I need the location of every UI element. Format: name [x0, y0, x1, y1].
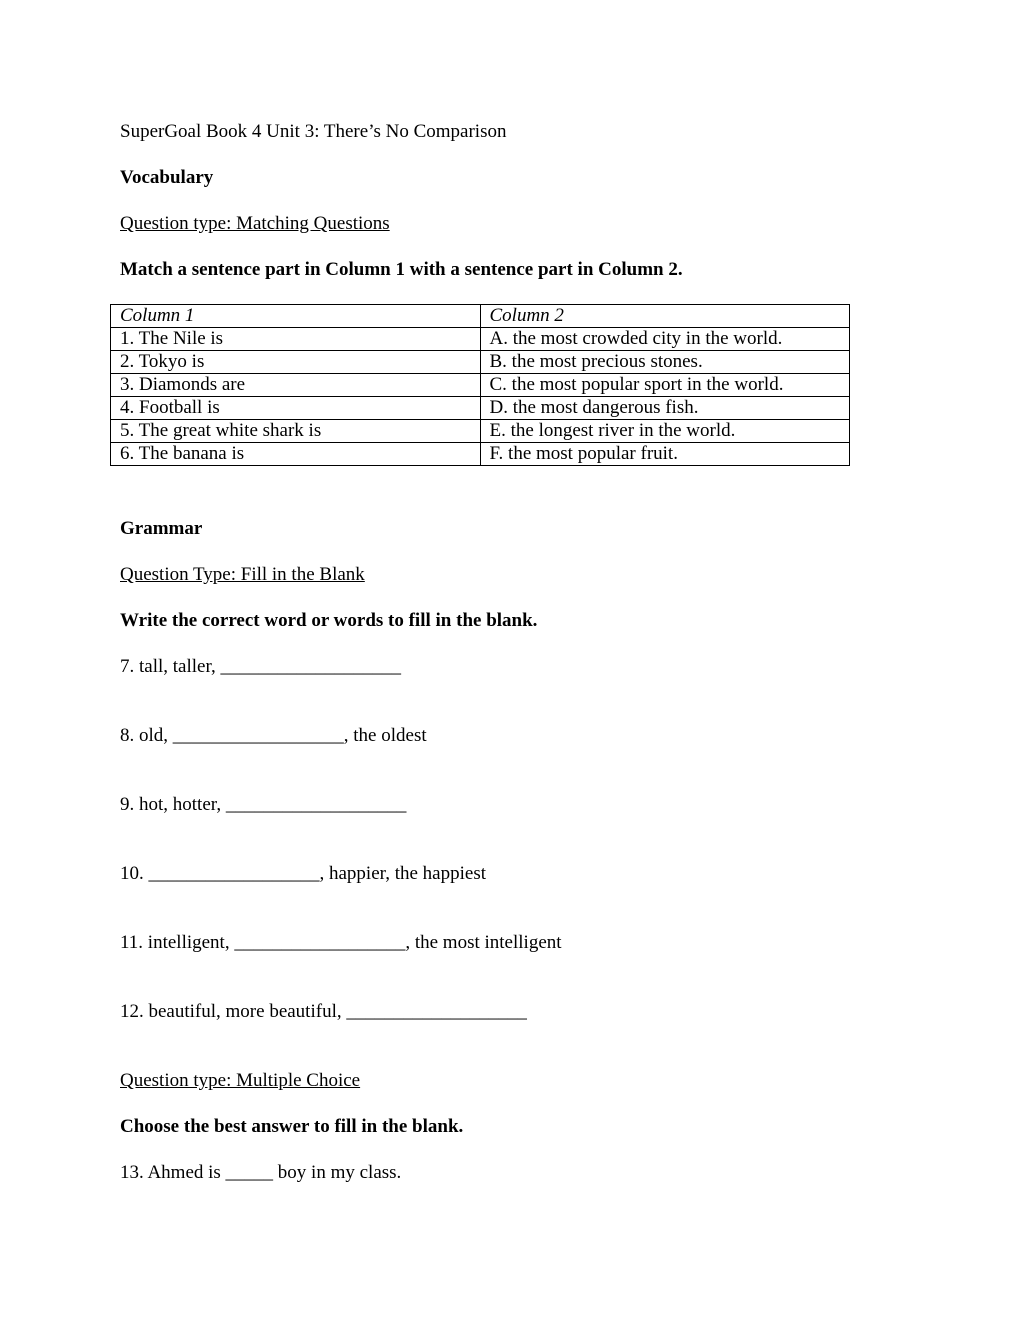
vocabulary-heading: Vocabulary	[120, 167, 214, 188]
table-row	[111, 420, 850, 443]
table-header-row	[111, 305, 850, 328]
column-1-header: Column 1	[111, 305, 481, 328]
multiple-choice-instruction: Choose the best answer to fill in the blank.	[120, 1116, 464, 1137]
table-row	[111, 374, 850, 397]
column-2-cell: B. the most precious stones.	[480, 351, 850, 374]
question-7: 7. tall, taller, ___________________	[120, 656, 402, 677]
table-row	[111, 328, 850, 351]
question-10: 10. __________________, happier, the happiest	[120, 863, 486, 884]
question-11: 11. intelligent, __________________, the most intelligent	[120, 932, 562, 953]
column-1-cell: 2. Tokyo is	[111, 351, 481, 374]
table-row	[111, 351, 850, 374]
column-1-cell: 6. The banana is	[111, 443, 481, 466]
column-1-cell: 4. Football is	[111, 397, 481, 420]
fill-blank-instruction: Write the correct word or words to fill in the blank.	[120, 610, 538, 631]
table-row	[111, 397, 850, 420]
column-1-cell: 3. Diamonds are	[111, 374, 481, 397]
column-2-cell: A. the most crowded city in the world.	[480, 328, 850, 351]
vocabulary-question-type: Question type: Matching Questions	[120, 213, 390, 234]
table-row	[111, 443, 850, 466]
document-title: SuperGoal Book 4 Unit 3: There’s No Comparison	[120, 121, 507, 142]
column-2-cell: E. the longest river in the world.	[480, 420, 850, 443]
column-2-header: Column 2	[480, 305, 850, 328]
column-1-cell: 1. The Nile is	[111, 328, 481, 351]
column-2-cell: D. the most dangerous fish.	[480, 397, 850, 420]
vocabulary-instruction: Match a sentence part in Column 1 with a sentence part in Column 2.	[120, 259, 683, 280]
question-8: 8. old, __________________, the oldest	[120, 725, 427, 746]
column-1-cell: 5. The great white shark is	[111, 420, 481, 443]
column-2-cell: F. the most popular fruit.	[480, 443, 850, 466]
question-13: 13. Ahmed is _____ boy in my class.	[120, 1162, 402, 1183]
grammar-heading: Grammar	[120, 518, 203, 539]
column-2-cell: C. the most popular sport in the world.	[480, 374, 850, 397]
fill-blank-question-type: Question Type: Fill in the Blank	[120, 564, 365, 585]
matching-table	[110, 304, 850, 466]
multiple-choice-question-type: Question type: Multiple Choice	[120, 1070, 361, 1091]
question-12: 12. beautiful, more beautiful, ___________________	[120, 1001, 527, 1022]
question-9: 9. hot, hotter, ___________________	[120, 794, 407, 815]
